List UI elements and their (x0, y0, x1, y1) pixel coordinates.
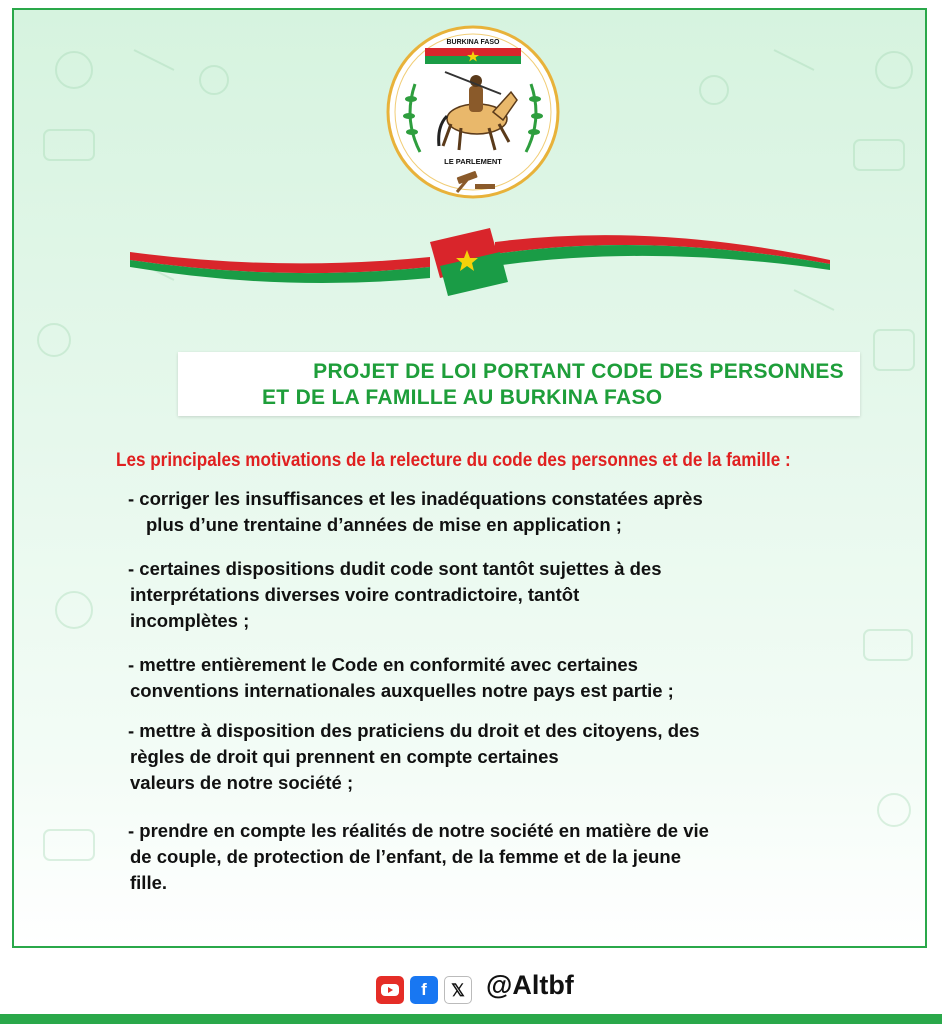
social-handle[interactable]: @Altbf (486, 970, 574, 1000)
subtitle: Les principales motivations de la relecture du code des personnes et de la famille : (116, 450, 791, 471)
facebook-icon[interactable]: f (410, 976, 438, 1004)
title-box (178, 352, 860, 416)
footer-bar (0, 1014, 942, 1024)
emblem-top-text: BURKINA FASO (446, 39, 500, 46)
motivation-item-4-line-2: règles de droit qui prennent en compte certaines (130, 746, 559, 767)
youtube-icon[interactable] (376, 976, 404, 1004)
motivation-item-3-line-1: - mettre entièrement le Code en conformité avec certaines (128, 654, 638, 675)
motivation-item-4-line-3: valeurs de notre société ; (130, 772, 354, 793)
motivation-item-5-line-2: de couple, de protection de l’enfant, de la femme et de la jeune (130, 846, 682, 867)
motivation-item-2-line-1: - certaines dispositions dudit code sont tantôt sujettes à des (128, 558, 662, 579)
parliament-emblem-icon (385, 24, 561, 200)
motivation-item-4-line-1: - mettre à disposition des praticiens du droit et des citoyens, des (128, 720, 700, 741)
motivation-item-3-line-2: conventions internationales auxquelles notre pays est partie ; (130, 680, 674, 701)
motivation-item-2-line-2: interprétations diverses voire contradictoire, tantôt (130, 584, 580, 605)
motivation-item-5-line-1: - prendre en compte les réalités de notre société en matière de vie (128, 820, 709, 841)
emblem-bottom-text: LE PARLEMENT (444, 157, 502, 166)
flag-ribbon (130, 212, 830, 302)
motivation-item-5-line-3: fille. (130, 872, 168, 893)
motivation-item-2-line-3: incomplètes ; (130, 610, 250, 631)
motivation-item-1-line-2: plus d’une trentaine d’années de mise en application ; (146, 514, 622, 535)
title-line-2: ET DE LA FAMILLE AU BURKINA FASO (262, 386, 663, 409)
title-line-1: PROJET DE LOI PORTANT CODE DES PERSONNES (313, 360, 844, 383)
x-icon[interactable]: 𝕏 (444, 976, 472, 1004)
motivation-item-1-line-1: - corriger les insuffisances et les inadéquations constatées après (128, 488, 703, 509)
